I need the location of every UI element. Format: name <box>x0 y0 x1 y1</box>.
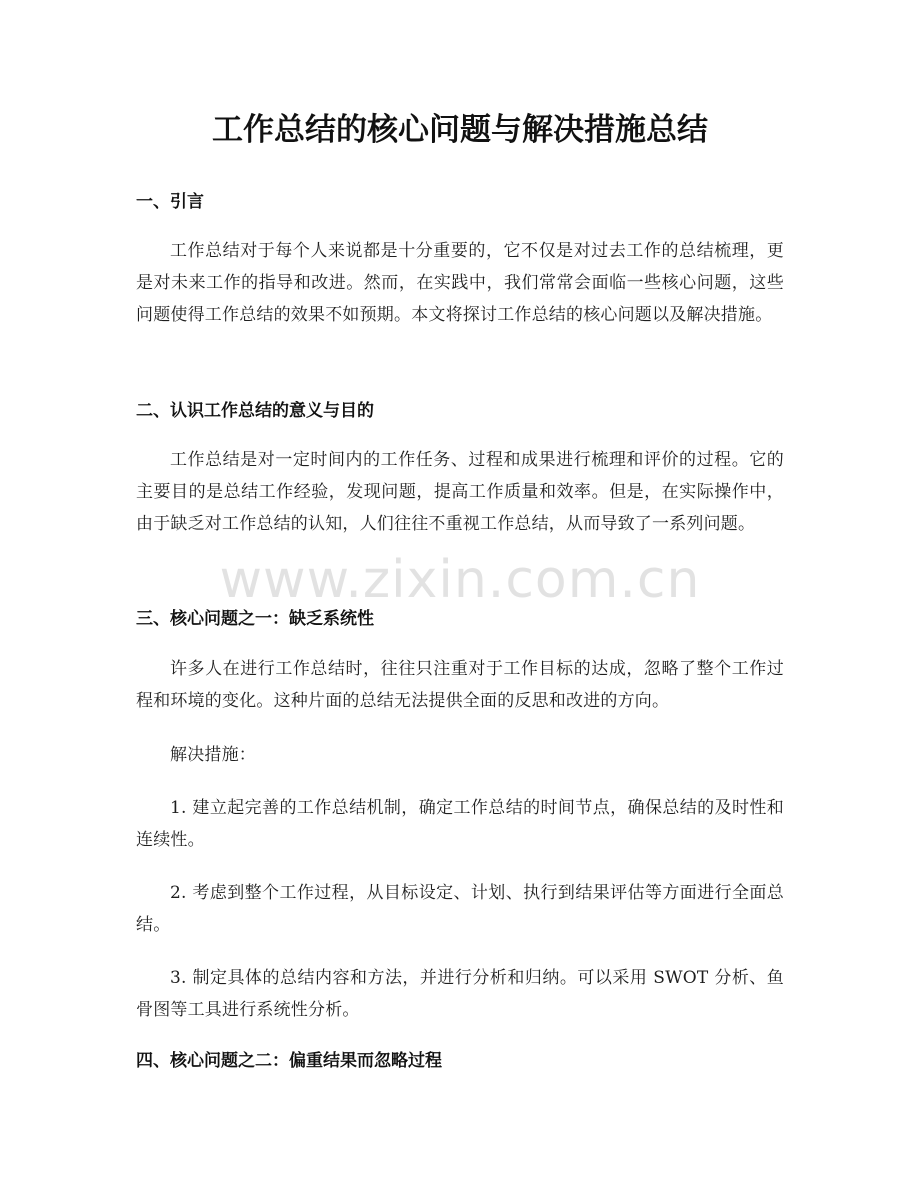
document-title: 工作总结的核心问题与解决措施总结 <box>212 112 708 148</box>
watermark: www.zixin.com.cn <box>219 550 701 610</box>
meaning-paragraph: 工作总结是对一定时间内的工作任务、过程和成果进行梳理和评价的过程。它的主要目的是总结工作经验，发现问题，提高工作质量和效率。但是，在实际操作中，由于缺乏对工作总结的认知，人们往往不重视工作总结，从而导致了一系列问题。 <box>136 450 784 534</box>
intro-paragraph: 工作总结对于每个人来说都是十分重要的，它不仅是对过去工作的总结梳理，更是对未来工作的指导和改进。然而，在实践中，我们常常会面临一些核心问题，这些问题使得工作总结的效果不如预期。本文将探讨工作总结的核心问题以及解决措施。 <box>136 241 784 325</box>
section-heading-problem-two: 四、核心问题之二：偏重结果而忽略过程 <box>136 1051 442 1071</box>
solution-label: 解决措施： <box>170 745 256 765</box>
section-heading-intro: 一、引言 <box>136 192 204 212</box>
solution-item-2: 2. 考虑到整个工作过程，从目标设定、计划、执行到结果评估等方面进行全面总结。 <box>136 883 784 935</box>
solution-item-1: 1. 建立起完善的工作总结机制，确定工作总结的时间节点，确保总结的及时性和连续性。 <box>136 798 784 850</box>
solution-item-3: 3. 制定具体的总结内容和方法，并进行分析和归纳。可以采用 SWOT 分析、鱼骨图等工具进行系统性分析。 <box>136 968 784 1020</box>
problem-one-paragraph: 许多人在进行工作总结时，往往只注重对于工作目标的达成，忽略了整个工作过程和环境的变化。这种片面的总结无法提供全面的反思和改进的方向。 <box>136 659 784 711</box>
section-heading-problem-one: 三、核心问题之一：缺乏系统性 <box>136 609 374 629</box>
section-heading-meaning: 二、认识工作总结的意义与目的 <box>136 401 374 421</box>
